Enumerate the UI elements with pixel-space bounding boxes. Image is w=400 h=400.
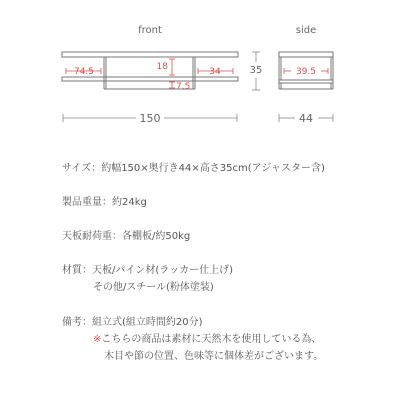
dim-39-5: 39.5 <box>295 67 317 77</box>
dimension-diagram <box>0 0 400 150</box>
side-top-board <box>279 52 333 57</box>
side-label: side <box>295 25 317 36</box>
spec-note-2: 木目や節の位置、色味等に個体差がございます。 <box>104 351 324 362</box>
spec-note-1 <box>93 333 321 347</box>
dim-34: 34 <box>209 67 221 77</box>
dim-18: 18 <box>156 62 168 72</box>
dim-150: 150 <box>139 112 161 125</box>
dim-44: 44 <box>299 112 313 125</box>
dim-7-5: 7.5 <box>176 82 191 92</box>
dim-35: 35 <box>249 65 263 76</box>
dim-74-5: 74.5 <box>73 67 95 77</box>
dimension-diagram-svg <box>0 0 400 150</box>
front-label: front <box>138 25 162 36</box>
spec-material-1: 材質：天板/パイン材(ラッカー仕上げ) <box>62 265 233 276</box>
spec-size: サイズ：約幅150×奥行き44×高さ35cm(アジャスター含) <box>62 163 325 174</box>
spec-weight: 製品重量：約24kg <box>62 197 147 208</box>
note-mark: ※ <box>93 334 102 345</box>
side-lower-board <box>279 80 333 83</box>
spec-remarks: 備考：組立式(組立時間約20分) <box>62 317 203 328</box>
front-top-board <box>62 52 238 57</box>
front-lower-board <box>62 77 238 81</box>
spec-material-2: その他/スチール(粉体塗装) <box>93 282 214 293</box>
note-line-1: こちらの商品は素材に天然木を使用している為、 <box>101 334 322 345</box>
spec-load: 天板耐荷重：各棚板/約50kg <box>62 231 191 242</box>
